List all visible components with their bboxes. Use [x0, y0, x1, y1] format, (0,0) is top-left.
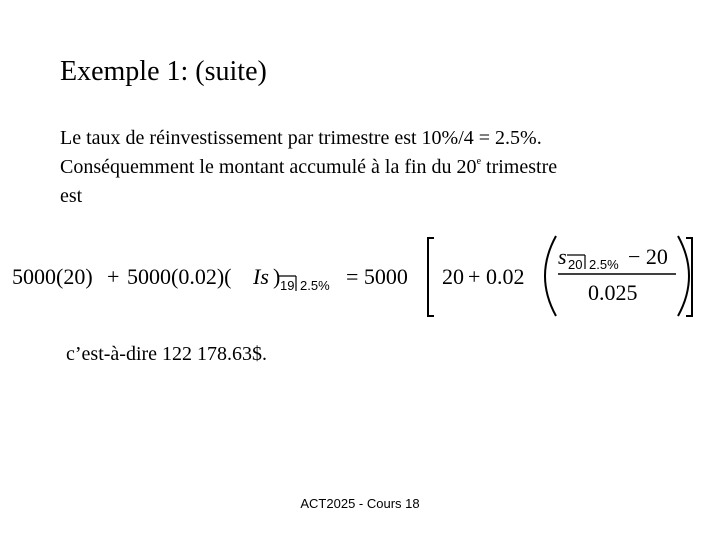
- left-paren: [545, 236, 556, 316]
- formula-plus-1: +: [107, 264, 120, 289]
- formula-equals: = 5000: [346, 264, 408, 289]
- result-text: c’est-à-dire 122 178.63$.: [66, 343, 268, 365]
- formula-minus-20: − 20: [628, 244, 668, 269]
- slide-footer: ACT2025 - Cours 18: [300, 496, 420, 511]
- paragraph-line-2-text: Conséquemment le montant accumulé à la fin du 20: [60, 156, 477, 178]
- paragraph-line-2-tail: trimestre: [481, 156, 558, 178]
- accumulation-formula: [10, 226, 710, 326]
- formula-s-sub-rate: 2.5%: [589, 257, 619, 272]
- ordinal-superscript: e: [476, 156, 482, 167]
- paragraph: [60, 124, 700, 211]
- formula-inner-plus: +: [468, 264, 481, 289]
- formula-denominator: 0.025: [588, 280, 638, 305]
- formula-is-symbol: Is: [253, 264, 269, 289]
- right-paren: [678, 236, 689, 316]
- formula-close-paren: ): [273, 264, 281, 289]
- formula-s-symbol: s: [558, 244, 567, 269]
- formula-inner-002: 0.02: [486, 264, 525, 289]
- formula-is-sub-rate: 2.5%: [300, 278, 330, 293]
- left-bracket: [428, 238, 434, 316]
- formula-term-2: 5000(0.02)(: [127, 264, 232, 289]
- slide-title: Exemple 1: (suite): [60, 56, 267, 87]
- paragraph-line-3: est: [60, 185, 83, 207]
- paragraph-line-2: [60, 153, 700, 182]
- paragraph-line-1: Le taux de réinvestissement par trimestre est 10%/4 = 2.5%.: [60, 127, 542, 149]
- formula-term-1: 5000(20): [12, 264, 93, 289]
- formula-inner-20: 20: [442, 264, 464, 289]
- formula-s-sub-n: 20: [568, 257, 583, 272]
- formula-is-sub-n: 19: [280, 278, 295, 293]
